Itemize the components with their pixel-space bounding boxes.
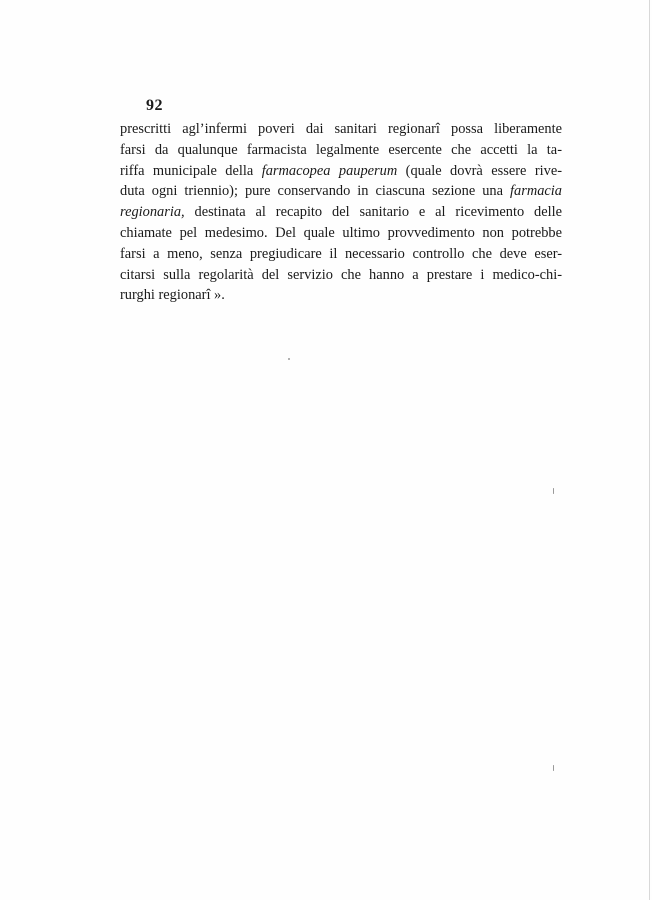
text-segment: farsi da qualunque farmacista legalmente esercente che accetti la ta- (120, 141, 562, 158)
italic-term: farmacia (510, 183, 562, 200)
text-line (120, 161, 562, 182)
italic-term: farmacopea pauperum (261, 162, 398, 179)
page-edge-shadow (649, 0, 650, 900)
text-line (120, 119, 562, 140)
scan-speck (553, 765, 554, 771)
text-segment: chiamate pel medesimo. Del quale ultimo provvedimento non potrebbe (120, 224, 562, 241)
scan-speck (288, 358, 290, 360)
text-line (120, 285, 562, 306)
text-segment: citarsi sulla regolarità del servizio che hanno a prestare i medico-chi- (120, 266, 562, 283)
italic-term: regionaria, (120, 204, 185, 221)
text-line (120, 223, 562, 244)
text-line (120, 181, 562, 202)
text-line (120, 202, 562, 223)
text-line (120, 265, 562, 286)
text-segment: destinata al recapito del sanitario e al ricevimento delle (184, 204, 562, 221)
text-line (120, 140, 562, 161)
text-segment: rurghi regionarî ». (120, 287, 225, 304)
text-segment: riffa municipale della (120, 162, 262, 179)
text-line (120, 244, 562, 265)
page-number: 92 (146, 97, 163, 114)
text-segment: prescritti agl’infermi poveri dai sanitari regionarî possa liberamente (120, 121, 562, 137)
scan-speck (553, 488, 554, 494)
text-segment: (quale dovrà essere rive- (397, 162, 562, 179)
text-segment: farsi a meno, senza pregiudicare il necessario controllo che deve eser- (120, 245, 562, 262)
text-segment: duta ogni triennio); pure conservando in ciascuna sezione una (120, 183, 511, 200)
body-text (120, 119, 562, 306)
